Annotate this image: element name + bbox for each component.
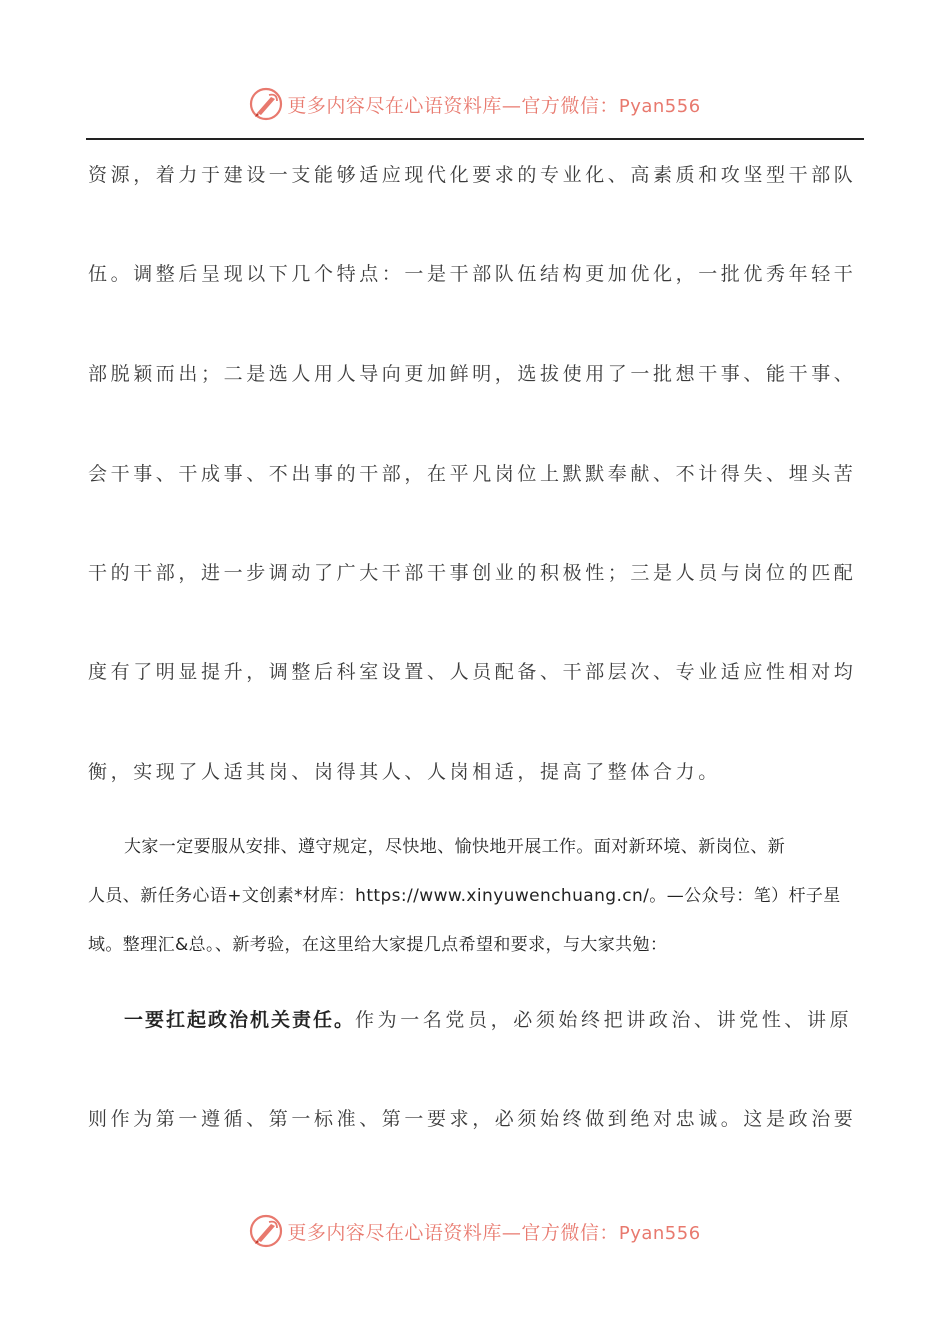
header-banner xyxy=(0,84,950,124)
header-banner-label: 更多内容尽在心语资料库—官方微信： xyxy=(287,94,619,117)
body-line-4: 会干事、干成事、不出事的干部，在平凡岗位上默默奉献、不计得失、埋头苦 xyxy=(88,463,857,485)
pen-logo-icon xyxy=(249,87,283,121)
point-one-heading: 一要扛起政治机关责任。 xyxy=(124,1009,356,1031)
pen-logo-icon xyxy=(249,1214,283,1248)
body-line-3: 部脱颖而出；二是选人用人导向更加鲜明，选拔使用了一批想干事、能干事、 xyxy=(88,363,857,385)
body-line-2: 伍。调整后呈现以下几个特点：一是干部队伍结构更加优化，一批优秀年轻干 xyxy=(88,263,857,285)
header-banner-text xyxy=(287,91,700,118)
header-divider xyxy=(86,138,864,140)
footer-banner-text xyxy=(287,1218,700,1245)
ad-line-1: 大家一定要服从安排、遵守规定，尽快地、愉快地开展工作。面对新环境、新岗位、新 xyxy=(124,837,786,857)
header-wechat-id: Pyan556 xyxy=(618,95,701,117)
point-one-line-1 xyxy=(124,1005,860,1032)
body-line-5: 干的干部，进一步调动了广大干部干事创业的积极性；三是人员与岗位的匹配 xyxy=(88,562,857,584)
body-line-6: 度有了明显提升，调整后科室设置、人员配备、干部层次、专业适应性相对均 xyxy=(88,661,857,683)
point-one-text: 作为一名党员，必须始终把讲政治、讲党性、讲原 xyxy=(355,1009,853,1031)
footer-wechat-id: Pyan556 xyxy=(618,1222,701,1244)
ad-line-2: 人员、新任务心语+文创素*材库：https://www.xinyuwenchuang.cn/。—公众号：笔）杆子星 xyxy=(88,886,841,906)
footer-banner-label: 更多内容尽在心语资料库—官方微信： xyxy=(287,1221,619,1244)
footer-banner xyxy=(0,1211,950,1251)
body-line-7: 衡，实现了人适其岗、岗得其人、人岗相适，提高了整体合力。 xyxy=(88,761,721,783)
point-one-line-2: 则作为第一遵循、第一标准、第一要求，必须始终做到绝对忠诚。这是政治要 xyxy=(88,1108,857,1130)
body-line-1: 资源，着力于建设一支能够适应现代化要求的专业化、高素质和攻坚型干部队 xyxy=(88,164,857,186)
ad-line-3: 域。整理汇&总。、新考验，在这里给大家提几点希望和要求，与大家共勉： xyxy=(88,935,668,955)
